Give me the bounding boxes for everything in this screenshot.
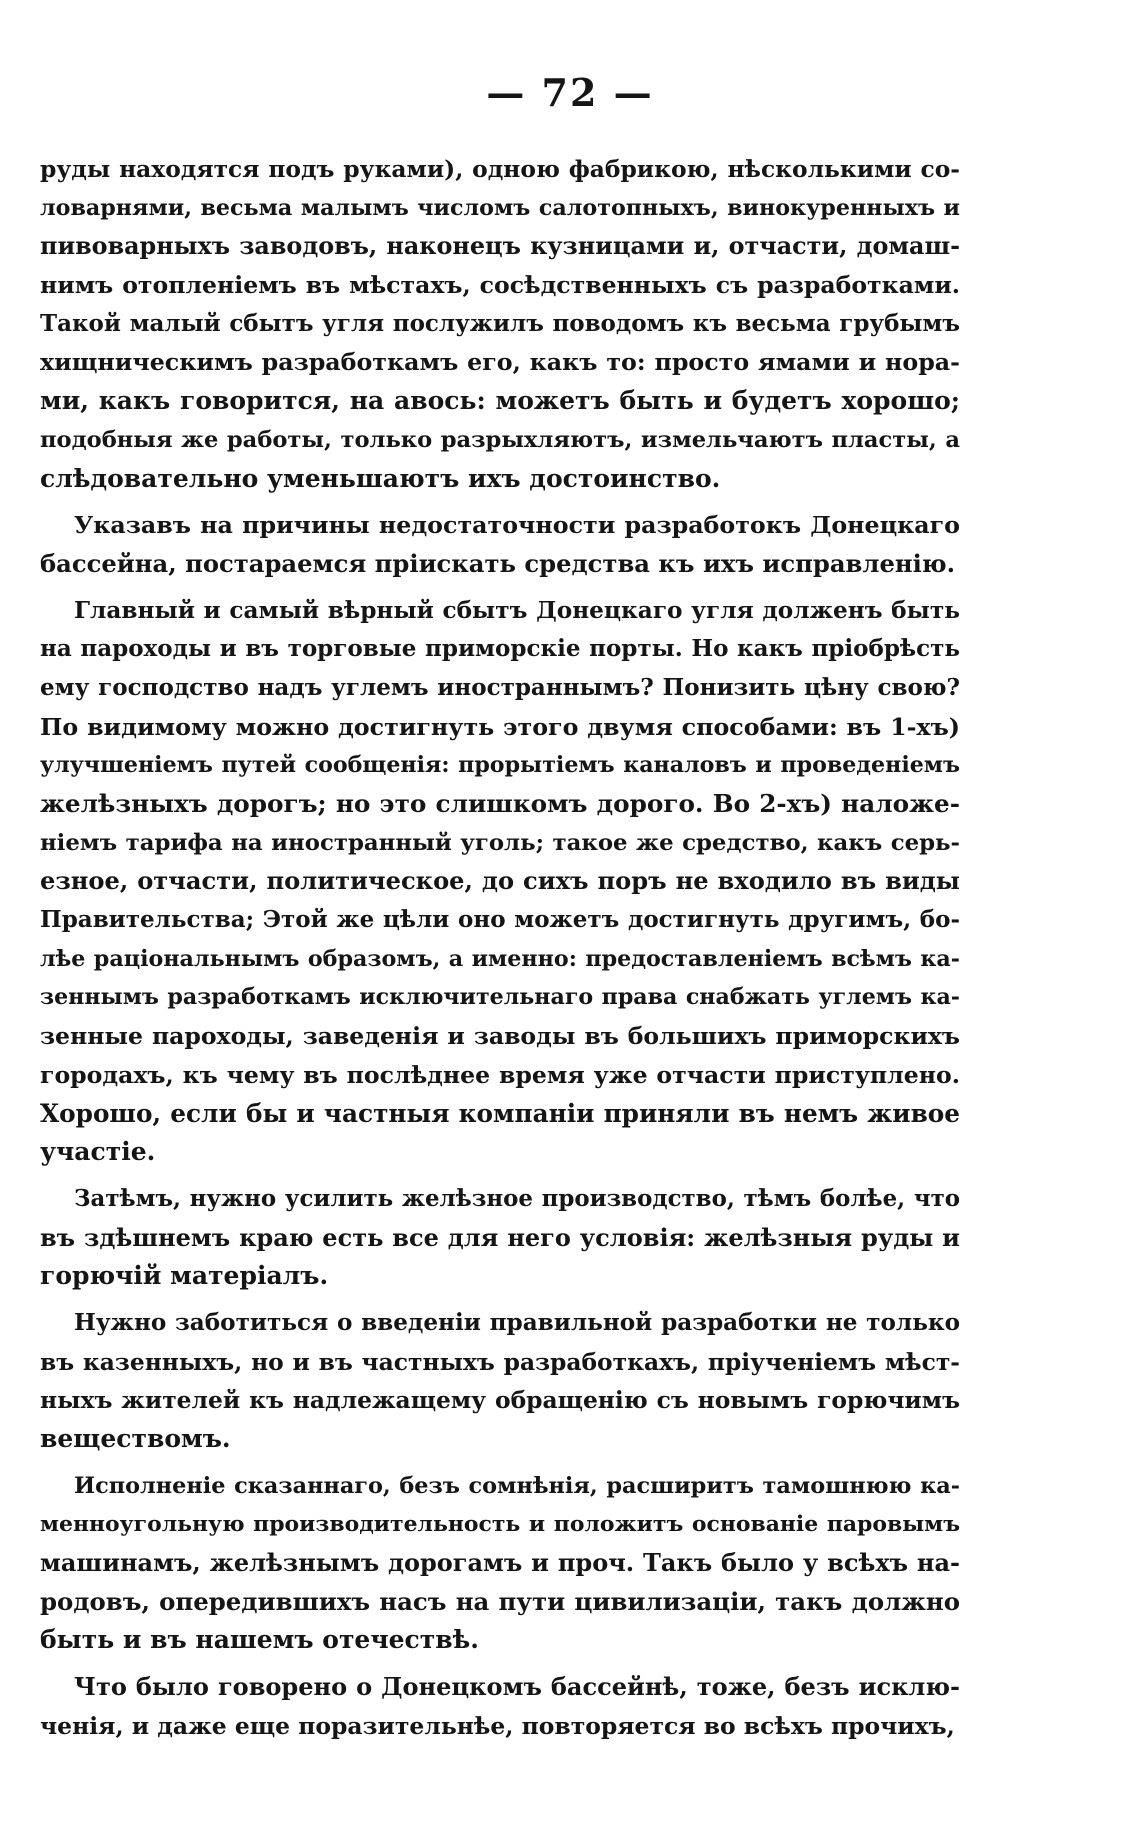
paragraph <box>40 1180 960 1296</box>
text-line: быть и въ нашемъ отечествѣ. <box>40 1625 479 1655</box>
text-line: Указавъ на причины недостаточности разработокъ Донецкаго <box>74 511 960 540</box>
paragraph <box>40 150 960 498</box>
text-line: въ казенныхъ, но и въ частныхъ разработкахъ, пріученіемъ мѣст- <box>40 1347 960 1376</box>
text-line: хищническимъ разработкамъ его, какъ то: просто ямами и нора- <box>40 348 960 377</box>
text-line: Что было говорено о Донецкомъ бассейнѣ, тоже, безъ исклю- <box>74 1672 960 1702</box>
paragraph-gap <box>40 1296 960 1304</box>
paragraph <box>40 592 960 1172</box>
page-number: — 72 — <box>486 70 654 115</box>
text-line: По видимому можно достигнуть этого двумя способами: въ 1-хъ) <box>40 712 960 741</box>
paragraph-gap <box>40 1172 960 1180</box>
paragraph <box>40 506 960 583</box>
paragraph-gap <box>40 1660 960 1668</box>
text-line: бассейна, постараемся пріискать средства къ ихъ исправленію. <box>40 548 956 578</box>
text-line: руды находятся подъ руками), одною фабрикою, нѣсколькими со- <box>40 155 960 183</box>
text-line: Такой малый сбытъ угля послужилъ поводомъ къ весьма грубымъ <box>40 309 960 337</box>
paragraph-gap <box>40 1459 960 1467</box>
text-line: подобныя же работы, только разрыхляютъ, измельчаютъ пласты, а <box>40 426 960 453</box>
text-line: веществомъ. <box>40 1424 231 1453</box>
text-line: Правительства; Этой же цѣли оно можетъ достигнуть другимъ, бо- <box>40 906 960 934</box>
paragraph <box>40 1467 960 1660</box>
text-line: въ здѣшнемъ краю есть все для него условія: желѣзныя руды и <box>40 1222 960 1252</box>
paragraph-gap <box>40 498 960 506</box>
text-line: горючій матеріалъ. <box>40 1261 329 1291</box>
paragraph-gap <box>40 584 960 592</box>
text-line: ченія, и даже еще поразительнѣе, повторяется во всѣхъ прочихъ, <box>40 1711 955 1740</box>
text-line: нимъ отопленіемъ въ мѣстахъ, сосѣдственныхъ съ разработками. <box>40 271 960 300</box>
text-line: пивоварныхъ заводовъ, наконецъ кузницами и, отчасти, домаш- <box>40 232 960 261</box>
text-line: ему господство надъ углемъ иностраннымъ? Понизить цѣну свою? <box>40 673 960 701</box>
text-line: на пароходы и въ торговые приморскіе порты. Но какъ пріобрѣсть <box>40 635 960 663</box>
text-line: лѣе раціональнымъ образомъ, а именно: предоставленіемъ всѣмъ ка- <box>40 945 960 972</box>
text-line: городахъ, къ чему въ послѣднее время уже отчасти приступлено. <box>40 1060 960 1089</box>
text-line: зенные пароходы, заведенія и заводы въ большихъ приморскихъ <box>40 1022 960 1051</box>
text-line: улучшеніемъ путей сообщенія: прорытіемъ каналовъ и проведеніемъ <box>40 752 960 779</box>
paragraph <box>40 1668 960 1745</box>
text-line: ми, какъ говорится, на авось: можетъ быть и будетъ хорошо; <box>40 386 960 416</box>
text-line: желѣзныхъ дорогъ; но это слишкомъ дорого. Во 2-хъ) наложе- <box>40 789 960 818</box>
text-line: езное, отчасти, политическое, до сихъ поръ не входило въ виды <box>40 866 960 896</box>
text-line: слѣдовательно уменьшаютъ ихъ достоинство. <box>40 463 721 493</box>
body-text <box>40 150 960 1746</box>
text-line: Затѣмъ, нужно усилить желѣзное производство, тѣмъ болѣе, что <box>74 1185 960 1212</box>
text-line: ловарнями, весьма малымъ числомъ салотопныхъ, винокуренныхъ и <box>40 194 960 221</box>
text-line: ныхъ жителей къ надлежащему обращенію съ новымъ горючимъ <box>40 1386 960 1415</box>
text-line: ніемъ тарифа на иностранный уголь; такое же средство, какъ серь- <box>40 829 960 856</box>
text-line: родовъ, опередившихъ насъ на пути цивилизаціи, такъ должно <box>40 1586 960 1616</box>
text-line: зеннымъ разработкамъ исключительнаго права снабжать углемъ ка- <box>40 984 960 1011</box>
text-line: машинамъ, желѣзнымъ дорогамъ и проч. Такъ было у всѣхъ на- <box>40 1548 960 1578</box>
text-line: Нужно заботиться о введеніи правильной разработки не только <box>74 1308 960 1336</box>
text-line: Исполненіе сказаннаго, безъ сомнѣнія, расширитъ тамошнюю ка- <box>74 1472 960 1499</box>
text-line: участіе. <box>40 1137 156 1167</box>
text-line: Хорошо, если бы и частныя компаніи приняли въ немъ живое <box>40 1098 960 1128</box>
text-line: менноугольную производительность и положитъ основаніе паровымъ <box>40 1511 960 1538</box>
text-line: Главный и самый вѣрный сбытъ Донецкаго угля долженъ быть <box>74 596 960 624</box>
paragraph <box>40 1304 960 1459</box>
